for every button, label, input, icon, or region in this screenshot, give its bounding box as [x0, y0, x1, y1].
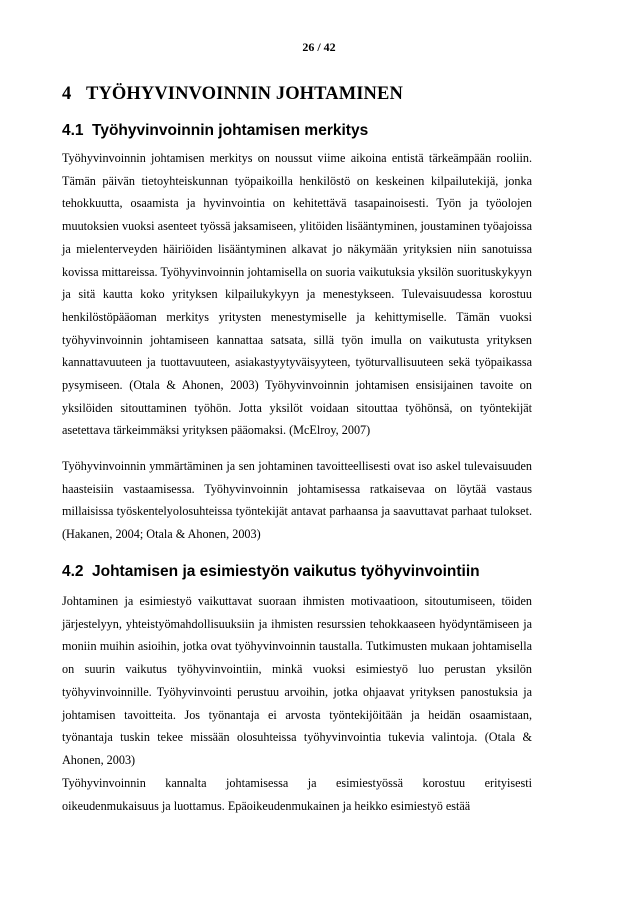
section-number: 4.1: [62, 122, 84, 139]
body-paragraph: Työhyvinvoinnin kannalta johtamisessa ja esimiestyössä korostuu erityisesti oikeudenmukaisuus ja luottamus. Epäoikeudenmukainen ja heikko esimiestyö estää: [62, 776, 532, 813]
chapter-title: TYÖHYVINVOINNIN JOHTAMINEN: [86, 84, 403, 104]
chapter-number: 4: [62, 84, 72, 104]
section-heading: [62, 563, 480, 581]
body-paragraph: Työhyvinvoinnin ymmärtäminen ja sen johtaminen tavoitteellisesti ovat iso askel tulevaisuuden haasteisiin vastaamisessa. Työhyvinvoinnin johtamisessa ratkaisevaa on löytää vastaus millaisissa työskentelyolosuhteissa työntekijät antavat parhaansa ja saavuttavat parhaat tulokset. (Hakanen, 2004; Otala & Ahonen, 2003): [62, 459, 532, 542]
body-paragraph: Johtaminen ja esimiestyö vaikuttavat suoraan ihmisten motivaatioon, sitoutumiseen, töiden järjestelyyn, yhteistyömahdollisuuksiin ja ihmisten resurssien tehokkaaseen hyödyntämiseen ja moniin muihin asioihin, jotka ovat työhyvinvoinnin taustalla. Tutkimusten mukaan johtamisella on suurin vaikutus työhyvinvointiin, minkä vuoksi esimiestyö luo perustan yksilön työhyvinvoinnille. Työhyvinvointi perustuu arvoihin, jotka ohjaavat yrityksen panostuksia ja johtamisen tavoitteita. Jos työnantaja ei arvosta työntekijöitään ja heidän osaamistaan, työnantaja tuskin tekee missään olosuhteissa työhyvinvointia tukevia valintoja. (Otala & Ahonen, 2003): [62, 594, 532, 767]
chapter-heading: [62, 84, 403, 105]
page-number: 26 / 42: [302, 40, 336, 54]
section-title: Työhyvinvoinnin johtamisen merkitys: [92, 122, 369, 139]
section-heading: [62, 122, 368, 140]
section-title: Johtamisen ja esimiestyön vaikutus työhyvinvointiin: [92, 563, 480, 580]
body-paragraph: Työhyvinvoinnin johtamisen merkitys on noussut viime aikoina entistä tärkeämpään rooliin. Tämän päivän tietoyhteiskunnan työpaikoilla henkilöstö on keskeinen kilpailutekijä, jonka tehokkuutta, osaamista ja hyvinvointia on kehitettävä tasapainoisesti. Työn ja työolojen muutoksien vuoksi asenteet työssä jaksamiseen, ylitöiden lisääntyminen, joustaminen työajoissa ja mielenterveyden häiriöiden lisääntyminen alkavat jo näkymään yrityksien niin sanotuissa kovissa mittareissa. Työhyvinvoinnin johtamisella on suoria vaikutuksia yksilön suorituskykyyn ja sitä kautta koko yrityksen kilpailukykyyn ja menestykseen. Tulevaisuudessa korostuu henkilöstöpääoman merkitys yritysten menestymiselle ja kehittymiselle. Tämän vuoksi työhyvinvoinnin johtamiseen kannattaa satsata, sillä työn imulla on vaikutusta yrityksen kannattavuuteen ja tuottavuuteen, asiakastyytyväisyyteen, työturvallisuuteen sekä työpaikassa pysymiseen. (Otala & Ahonen, 2003) Työhyvinvoinnin johtamisen ensisijainen tavoite on yksilöiden sitouttaminen työhön. Jotta yksilöt voidaan sitouttaa työhönsä, on työntekijät asetettava tärkeimmäksi yrityksen pääomaksi. (McElroy, 2007): [62, 151, 532, 438]
section-number: 4.2: [62, 563, 84, 580]
